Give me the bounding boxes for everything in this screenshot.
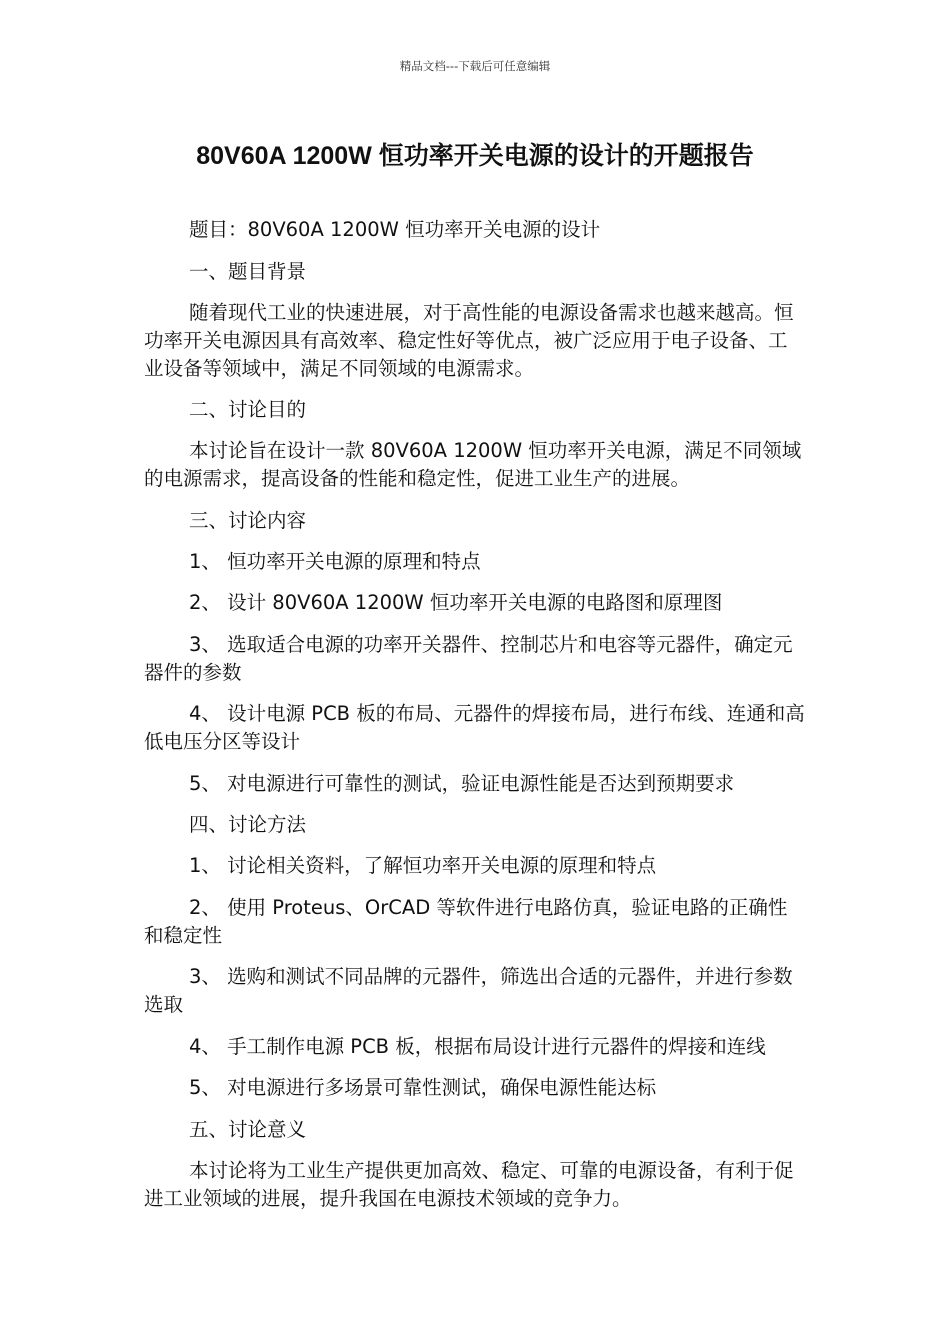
content-item-5: 5、 对电源进行可靠性的测试，验证电源性能是否达到预期要求 xyxy=(189,771,735,795)
content-item-2: 2、 设计 80V60A 1200W 恒功率开关电源的电路图和原理图 xyxy=(189,591,723,614)
section-heading-background: 一、题目背景 xyxy=(189,259,307,283)
content-item-3: 3、 选取适合电源的功率开关器件、控制芯片和电容等元器件，确定元器件的参数 xyxy=(144,632,793,684)
section-heading-significance: 五、讨论意义 xyxy=(189,1117,307,1141)
background-paragraph: 随着现代工业的快速进展，对于高性能的电源设备需求也越来越高。恒功率开关电源因具有高效率、稳定性好等优点，被广泛应用于电子设备、工业设备等领域中，满足不同领域的电源需求。 xyxy=(144,300,794,380)
document-body xyxy=(144,216,806,1226)
section-heading-purpose: 二、讨论目的 xyxy=(189,398,307,421)
method-item-2: 2、 使用 Proteus、OrCAD 等软件进行电路仿真，验证电路的正确性和稳定性 xyxy=(144,895,788,947)
header-note: 精品文档---下载后可任意编辑 xyxy=(399,59,551,73)
document-title: 80V60A 1200W 恒功率开关电源的设计的开题报告 xyxy=(196,142,754,170)
topic-line: 题目：80V60A 1200W 恒功率开关电源的设计 xyxy=(189,218,601,241)
section-heading-content: 三、讨论内容 xyxy=(189,508,307,532)
method-item-3: 3、 选购和测试不同品牌的元器件，筛选出合适的元器件，并进行参数选取 xyxy=(144,965,793,1016)
method-item-4: 4、 手工制作电源 PCB 板，根据布局设计进行元器件的焊接和连线 xyxy=(189,1034,766,1058)
significance-paragraph: 本讨论将为工业生产提供更加高效、稳定、可靠的电源设备，有利于促进工业领域的进展，提升我国在电源技术领域的竞争力。 xyxy=(144,1158,794,1210)
purpose-paragraph: 本讨论旨在设计一款 80V60A 1200W 恒功率开关电源，满足不同领域的电源需求，提高设备的性能和稳定性，促进工业生产的进展。 xyxy=(144,439,802,490)
method-item-1: 1、 讨论相关资料，了解恒功率开关电源的原理和特点 xyxy=(189,854,657,877)
section-heading-method: 四、讨论方法 xyxy=(189,813,307,836)
content-item-4: 4、 设计电源 PCB 板的布局、元器件的焊接布局，进行布线、连通和高低电压分区等设计 xyxy=(144,702,805,753)
content-item-1: 1、 恒功率开关电源的原理和特点 xyxy=(189,549,481,573)
method-item-5: 5、 对电源进行多场景可靠性测试，确保电源性能达标 xyxy=(189,1076,657,1099)
